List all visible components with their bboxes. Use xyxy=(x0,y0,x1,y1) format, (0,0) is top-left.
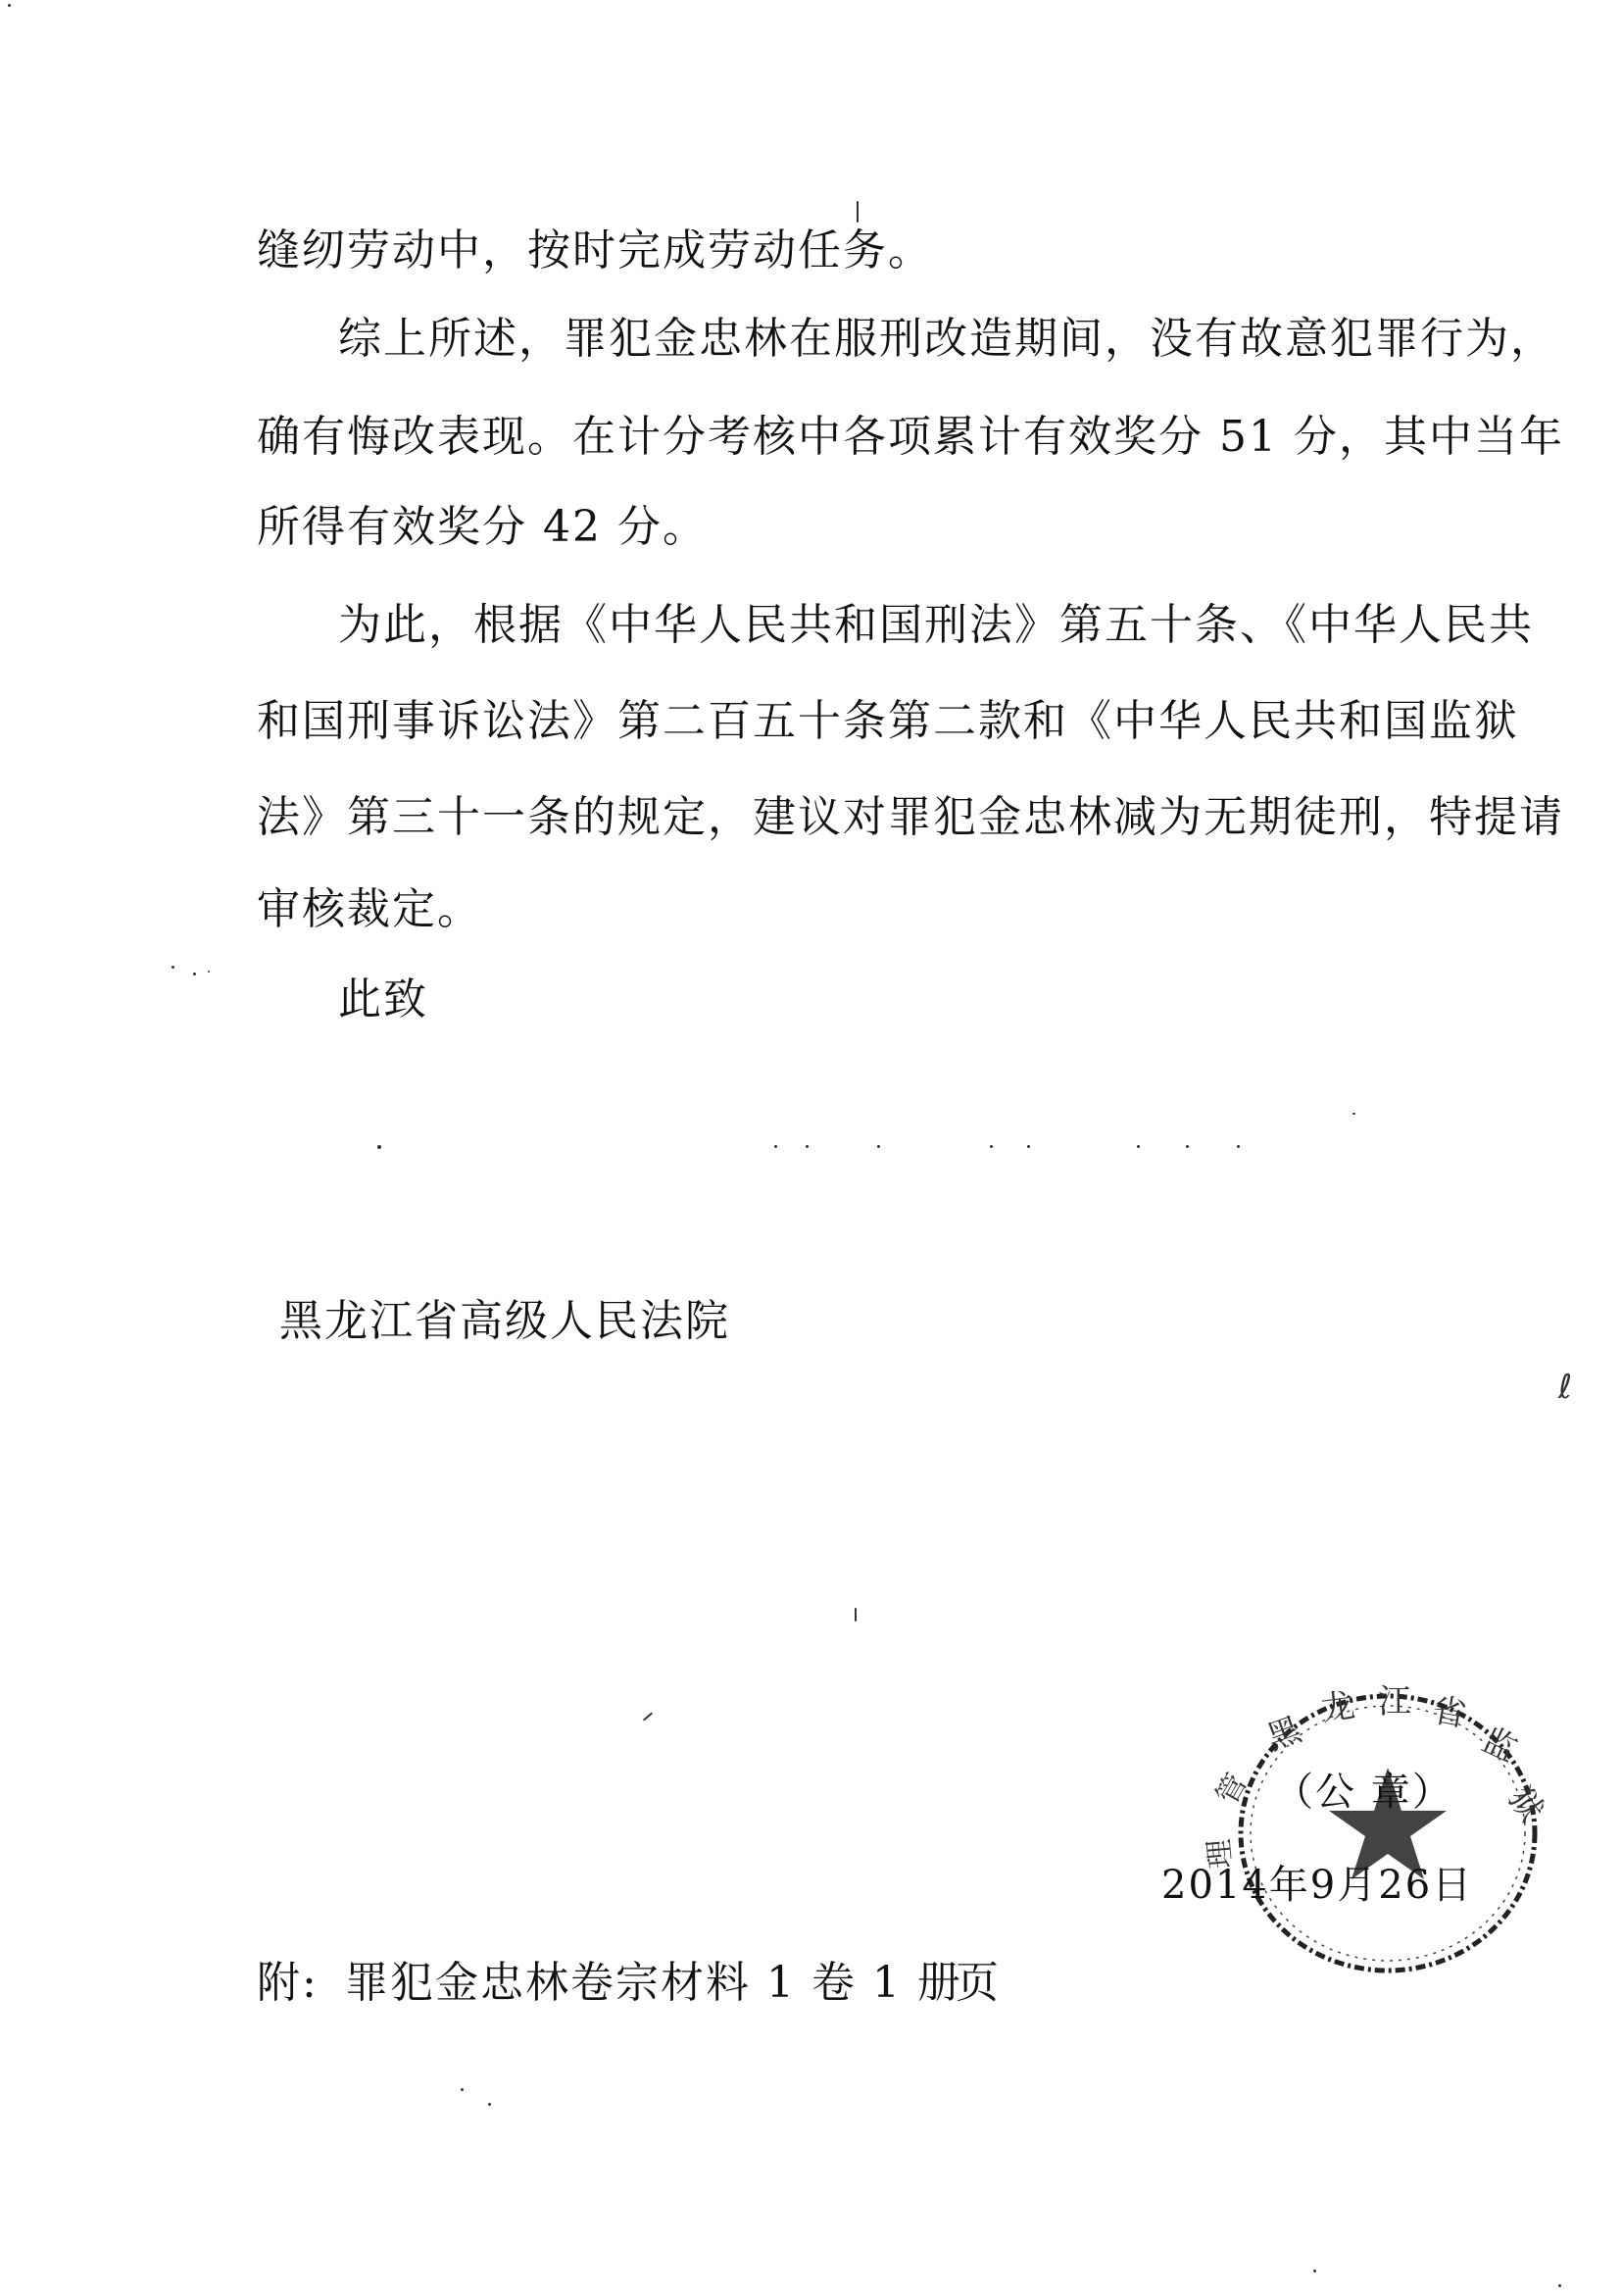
body-line-2: 综上所述，罪犯金忠林在服刑改造期间，没有故意犯罪行为， xyxy=(338,314,1555,364)
svg-text:管: 管 xyxy=(1209,1768,1254,1811)
svg-text:理: 理 xyxy=(1202,1837,1239,1871)
svg-text:狱: 狱 xyxy=(1499,1779,1551,1830)
scan-speck xyxy=(855,1608,857,1622)
svg-text:监: 监 xyxy=(1476,1720,1523,1771)
scan-speck xyxy=(1027,1145,1030,1148)
scan-speck xyxy=(377,1145,381,1149)
svg-text:省: 省 xyxy=(1429,1690,1469,1735)
scan-speck xyxy=(193,973,196,975)
scan-speck xyxy=(774,1145,777,1148)
recipient-court: 黑龙江省高级人民法院 xyxy=(279,1296,730,1346)
svg-text:江: 江 xyxy=(1378,1682,1411,1722)
attachment-suffix: 页 xyxy=(956,1958,1001,2008)
body-line-4: 所得有效奖分 42 分。 xyxy=(257,502,708,552)
body-line-8: 审核裁定。 xyxy=(257,884,482,934)
scan-speck xyxy=(1352,1113,1355,1115)
scan-speck xyxy=(643,1712,653,1721)
scan-speck xyxy=(172,966,174,969)
stamp-label: （公 章） xyxy=(1274,1770,1453,1815)
attachment-text: 罪犯金忠林卷宗材料 1 卷 1 册 xyxy=(345,1958,962,2008)
scan-speck xyxy=(1137,1145,1140,1148)
attachment-prefix: 附: xyxy=(257,1958,319,2008)
scan-speck xyxy=(857,201,859,223)
body-line-1: 缝纫劳动中，按时完成劳动任务。 xyxy=(257,225,933,275)
scan-speck xyxy=(1237,1145,1240,1148)
body-line-6: 和国刑事诉讼法》第二百五十条第二款和《中华人民共和国监狱 xyxy=(257,696,1519,746)
body-line-3: 确有悔改表现。在计分考核中各项累计有效奖分 51 分，其中当年 xyxy=(257,412,1564,462)
margin-mark: ℓ xyxy=(1558,1368,1573,1407)
body-line-7: 法》第三十一条的规定，建议对罪犯金忠林减为无期徒刑，特提请 xyxy=(257,792,1564,842)
scan-speck xyxy=(1313,2270,1316,2272)
scan-speck xyxy=(990,1145,993,1148)
scan-speck xyxy=(1558,2284,1561,2287)
svg-text:龙: 龙 xyxy=(1318,1685,1357,1729)
scan-speck xyxy=(488,2103,491,2106)
scan-speck xyxy=(461,2088,464,2091)
scan-speck xyxy=(1186,1145,1189,1148)
closing-salutation: 此致 xyxy=(338,974,428,1024)
scan-speck xyxy=(8,4,11,7)
stamp-date: 2014年9月26日 xyxy=(1161,1863,1474,1908)
svg-text:黑: 黑 xyxy=(1261,1710,1307,1759)
scan-speck xyxy=(208,971,210,973)
scan-speck xyxy=(806,1145,809,1148)
body-line-5: 为此，根据《中华人民共和国刑法》第五十条、《中华人民共 xyxy=(338,600,1534,650)
official-seal-stamp xyxy=(1202,1681,1551,1980)
scan-speck xyxy=(877,1145,880,1148)
